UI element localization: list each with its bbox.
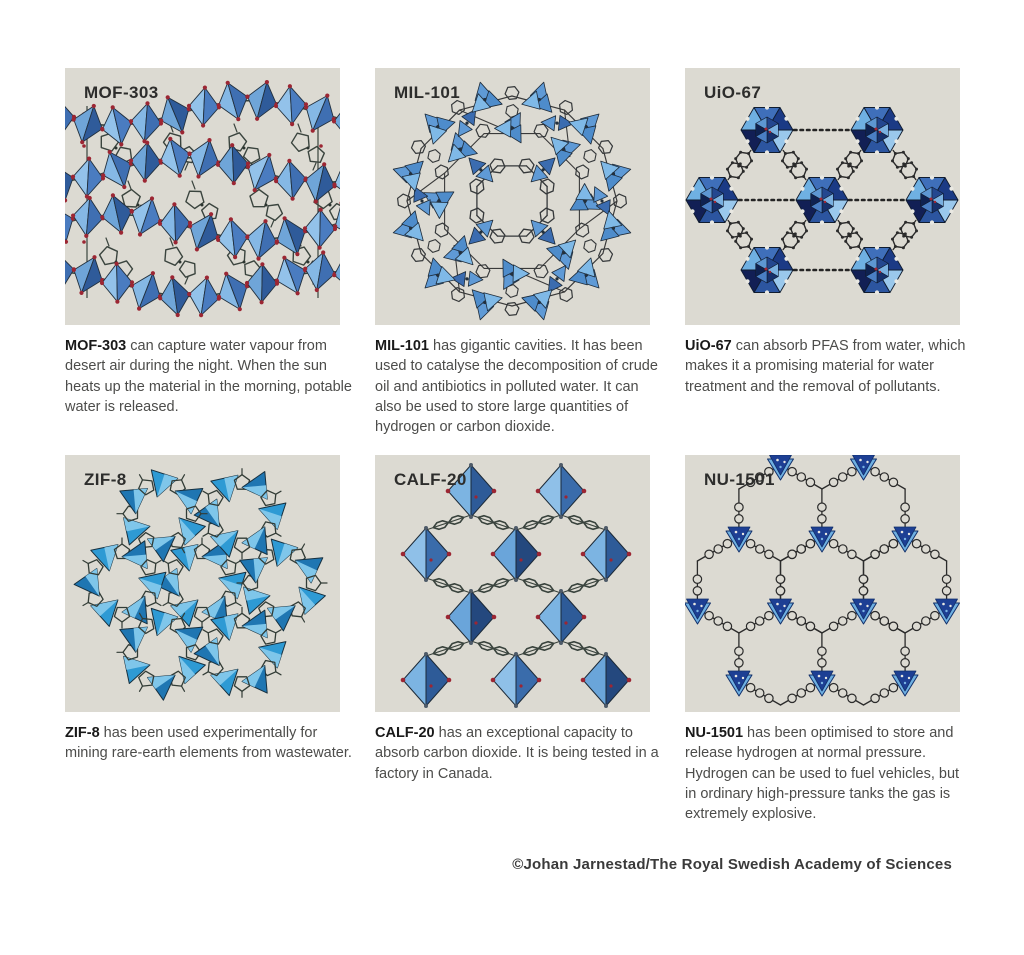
panel-uio-67 xyxy=(685,68,966,455)
panel-title: UiO-67 xyxy=(704,83,762,102)
caption-material-name: MIL-101 xyxy=(375,338,429,354)
caption-text: has gigantic cavities. It has been used to catalyse the decomposition of crude oil and antibiotics in polluted water. It can also be used to store large quantities of hydrogen or carbon dioxide. xyxy=(375,338,658,436)
caption-material-name: MOF-303 xyxy=(65,338,127,354)
panel-caption xyxy=(375,336,663,437)
mof-303-structure-panel xyxy=(65,68,340,325)
panel-mil-101 xyxy=(375,68,658,455)
panel-title: MIL-101 xyxy=(394,83,461,102)
caption-material-name: NU-1501 xyxy=(685,725,744,741)
panel-calf-20 xyxy=(375,455,659,824)
zif-8-structure-panel xyxy=(65,455,340,712)
caption-material-name: CALF-20 xyxy=(375,725,435,741)
nu-1501-structure-panel xyxy=(685,455,960,712)
caption-text: has been optimised to store and release hydrogen at normal pressure. Hydrogen can be used to fuel vehicles, but in ordinary high-pressure tanks the gas is extremely explosive. xyxy=(685,725,960,823)
caption-text: can absorb PFAS from water, which makes it a promising material for water treatment and the removal of pollutants. xyxy=(685,338,966,395)
panel-title: ZIF-8 xyxy=(84,470,127,489)
panel-mof-303 xyxy=(65,68,352,455)
caption-material-name: ZIF-8 xyxy=(65,725,100,741)
caption-text: has been used experimentally for mining rare-earth elements from wastewater. xyxy=(65,725,352,762)
mil-101-structure-panel xyxy=(375,68,650,325)
panel-zif-8 xyxy=(65,455,352,824)
zif-8-structure-illustration xyxy=(65,455,340,712)
copyright-credit: ©Johan Jarnestad/The Royal Swedish Academy of Sciences xyxy=(512,856,952,873)
panel-caption xyxy=(685,336,973,397)
nu-1501-structure-illustration xyxy=(685,455,960,712)
calf-20-structure-panel xyxy=(375,455,650,712)
panel-title: NU-1501 xyxy=(704,470,775,489)
panel-grid xyxy=(65,68,966,824)
caption-text: can capture water vapour from desert air during the night. When the sun heats up the material in the morning, potable water is released. xyxy=(65,338,352,415)
calf-20-structure-illustration xyxy=(375,455,650,712)
panel-caption xyxy=(65,723,353,764)
caption-material-name: UiO-67 xyxy=(685,338,732,354)
panel-title: CALF-20 xyxy=(394,470,467,489)
panel-caption xyxy=(65,336,353,417)
panel-caption xyxy=(685,723,973,824)
uio-67-structure-illustration xyxy=(685,68,960,325)
caption-text: has an exceptional capacity to absorb carbon dioxide. It is being tested in a factory in Canada. xyxy=(375,725,659,782)
panel-nu-1501 xyxy=(685,455,960,824)
mil-101-structure-illustration xyxy=(375,68,650,325)
panel-caption xyxy=(375,723,663,784)
uio-67-structure-panel xyxy=(685,68,960,325)
mof-303-structure-illustration xyxy=(65,68,340,325)
panel-title: MOF-303 xyxy=(84,83,159,102)
